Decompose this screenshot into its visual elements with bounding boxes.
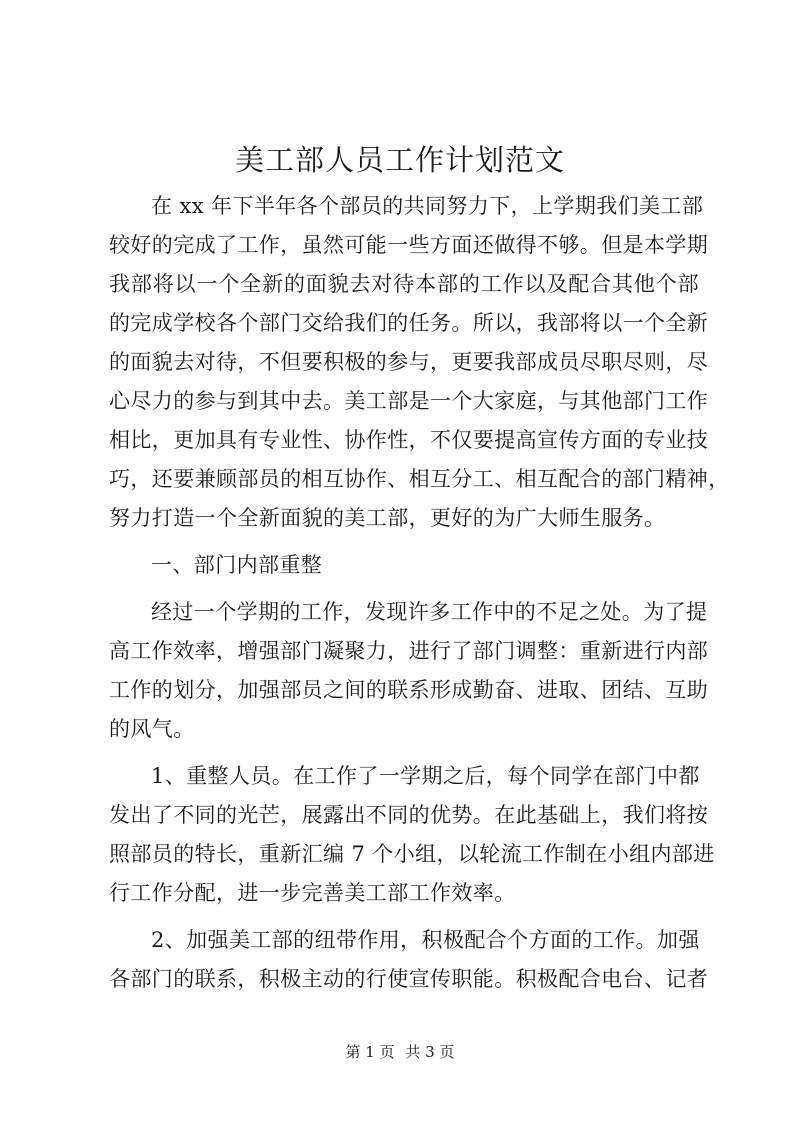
page-total: 共 3 页 [405,1043,455,1061]
paragraph-3-line-2: 高工作效率，增强部门凝聚力，进行了部门调整：重新进行内部 [109,639,709,663]
paragraph-5-line-2: 各部门的联系，积极主动的行使宣传职能。积极配合电台、记者 [109,967,709,991]
paragraph-1-line-7: 相比，更加具有专业性、协作性，不仅要提高宣传方面的专业技 [109,428,709,452]
paragraph-1-line-1: 在 xx 年下半年各个部员的共同努力下，上学期我们美工部 [151,194,704,218]
document-body [109,187,730,999]
document-title: 美工部人员工作计划范文 [234,143,565,177]
paragraph-4-line-4: 行工作分配，进一步完善美工部工作效率。 [109,881,516,905]
paragraph-3-line-1: 经过一个学期的工作，发现许多工作中的不足之处。为了提 [151,600,708,624]
paragraph-4-line-1: 1、重整人员。在工作了一学期之后，每个同学在部门中都 [151,764,700,788]
page-footer [0,1042,800,1062]
paragraph-1-line-5: 的面貌去对待，不但要积极的参与，更要我部成员尽职尽则，尽 [109,350,709,374]
paragraph-5-line-1: 2、加强美工部的纽带作用，积极配合个方面的工作。加强 [151,928,700,952]
section-heading: 一、部门内部重整 [151,553,323,577]
paragraph-3-line-3: 工作的划分，加强部员之间的联系形成勤奋、进取、团结、互助 [109,678,709,702]
paragraph-3-line-4: 的风气。 [109,717,195,741]
paragraph-1-line-4: 的完成学校各个部门交给我们的任务。所以，我部将以一个全新 [109,311,709,335]
paragraph-1-line-2: 较好的完成了工作，虽然可能一些方面还做得不够。但是本学期 [109,233,709,257]
paragraph-1-line-3: 我部将以一个全新的面貌去对待本部的工作以及配合其他个部 [109,272,699,296]
page-number: 第 1 页 [345,1043,395,1061]
paragraph-1-line-6: 心尽力的参与到其中去。美工部是一个大家庭，与其他部门工作 [109,389,709,413]
paragraph-1-line-9: 努力打造一个全新面貌的美工部，更好的为广大师生服务。 [109,506,666,530]
paragraph-4-line-3: 照部员的特长，重新汇编 7 个小组，以轮流工作制在小组内部进 [109,842,715,866]
paragraph-4-line-2: 发出了不同的光芒，展露出不同的优势。在此基础上，我们将按 [109,803,709,827]
paragraph-1-line-8: 巧，还要兼顾部员的相互协作、相互分工、相互配合的部门精神， [109,467,730,491]
